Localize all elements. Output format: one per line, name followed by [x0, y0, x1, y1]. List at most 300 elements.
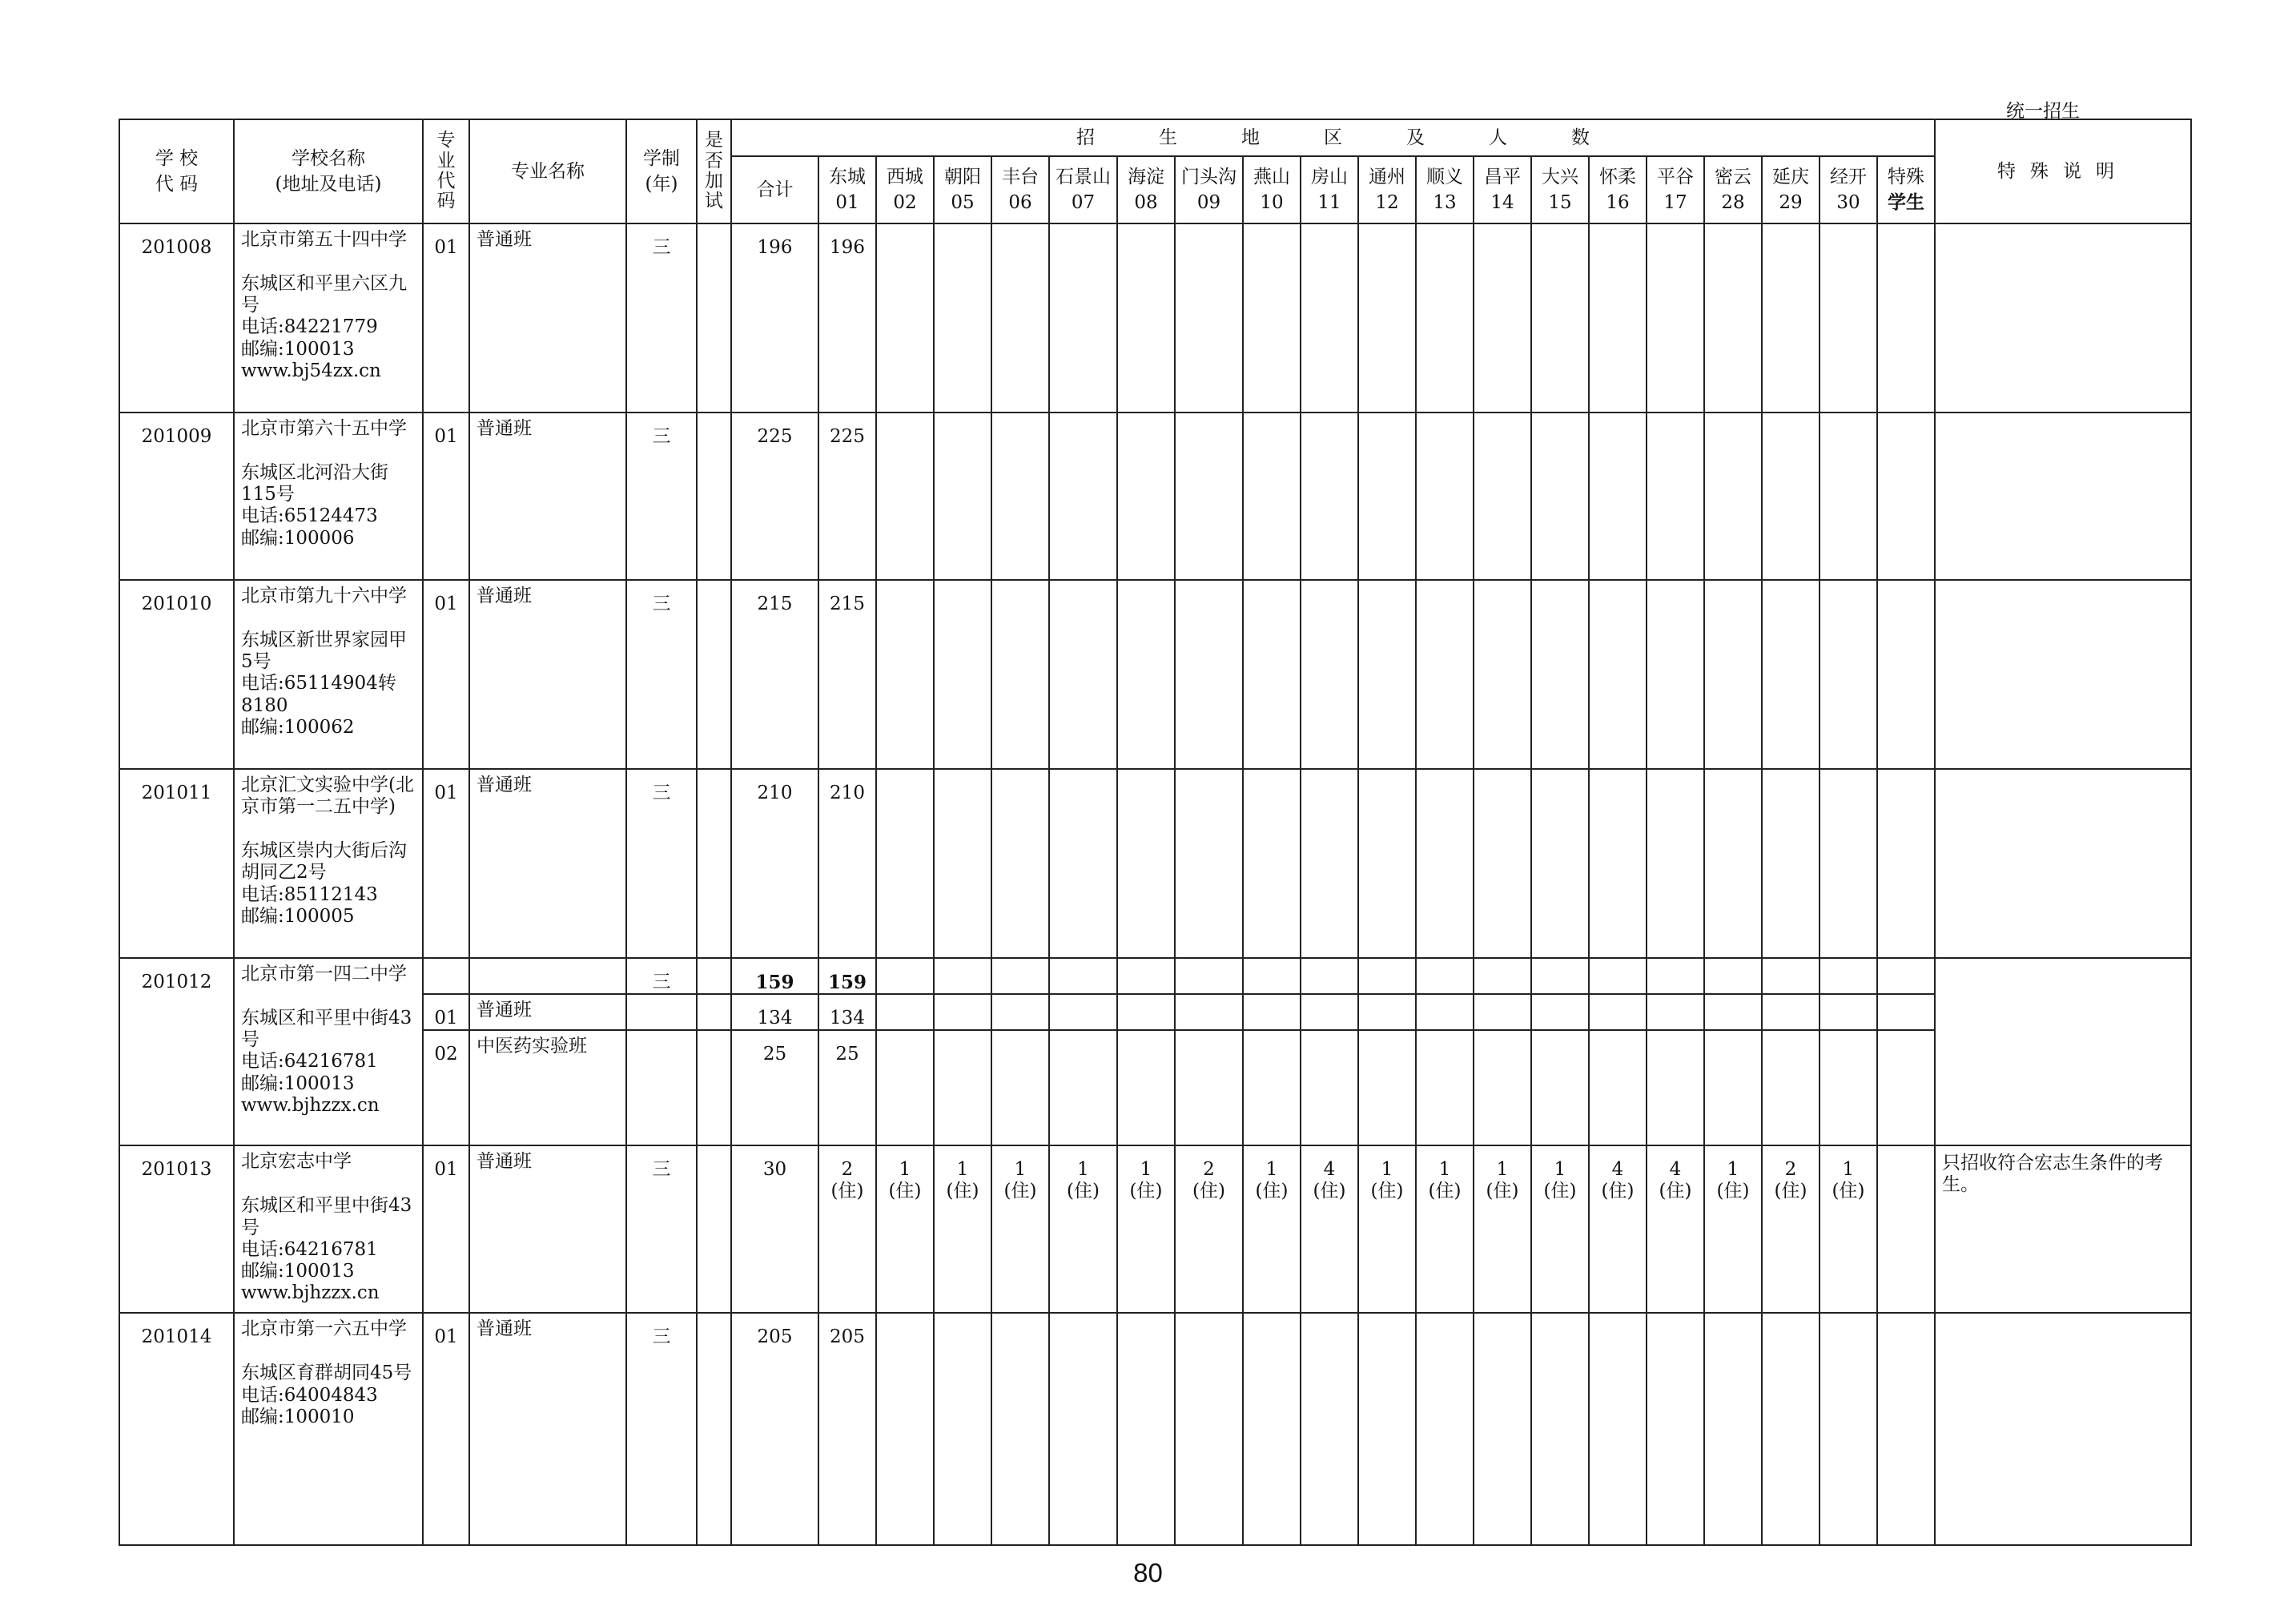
region-count [1531, 1030, 1589, 1145]
region-count [1704, 580, 1762, 769]
region-count [1762, 994, 1820, 1030]
region-count [1820, 580, 1877, 769]
school-name-cell [234, 1145, 423, 1313]
school-address-line: 东城区北河沿大街115号 [241, 462, 388, 505]
region-count [876, 580, 934, 769]
header-extra-test-char: 是 [705, 130, 723, 151]
major-code: 01 [423, 1145, 469, 1313]
major-code: 01 [423, 223, 469, 413]
header-major-code-char: 专 [436, 130, 456, 151]
duration: 三 [626, 223, 697, 413]
region-count [876, 769, 934, 958]
region-count-value: 4 [1611, 1159, 1624, 1181]
region-count [1474, 994, 1531, 1030]
header-region-code: 05 [951, 192, 975, 213]
duration: 三 [626, 1145, 697, 1313]
school-address-line: www.bjhzzx.cn [241, 1094, 380, 1116]
region-count [1049, 223, 1117, 413]
region-count [1877, 1145, 1935, 1313]
region-count [1049, 1313, 1117, 1545]
school-name: 北京市第一四二中学 [241, 964, 407, 984]
region-count [1877, 958, 1935, 994]
major-name: 普通班 [469, 580, 626, 769]
region-count [1704, 223, 1762, 413]
region-count [1175, 1313, 1243, 1545]
header-notes-text: 特殊说明 [1997, 160, 2129, 182]
header-region-code: 07 [1071, 192, 1096, 213]
major-code: 01 [423, 413, 469, 580]
region-count [991, 223, 1049, 413]
region-count: 215 [818, 580, 876, 769]
school-name-cell [234, 769, 423, 958]
major-code [423, 958, 469, 994]
region-count [1647, 223, 1704, 413]
header-region-name: 特殊 [1888, 166, 1924, 187]
header-region-code: 30 [1836, 192, 1860, 213]
region-count-value: 1 [1077, 1159, 1089, 1181]
region-count [1474, 1145, 1531, 1313]
region-count [1820, 769, 1877, 958]
region-count: 134 [818, 994, 876, 1030]
region-count [1531, 223, 1589, 413]
header-school-name-line: 学校名称 [292, 147, 365, 169]
region-count [876, 413, 934, 580]
region-count [1243, 1313, 1301, 1545]
region-count [991, 994, 1049, 1030]
header-school-name-line: (地址及电话) [275, 174, 382, 195]
header-region-name: 延庆 [1772, 166, 1809, 187]
region-count [1358, 1030, 1416, 1145]
region-count: 225 [818, 413, 876, 580]
header-duration [626, 119, 697, 223]
region-count [1416, 1030, 1474, 1145]
region-count [1647, 769, 1704, 958]
extra-test [697, 958, 731, 994]
header-extra-test [697, 119, 731, 223]
header-region-name: 通州 [1369, 166, 1405, 187]
residence-mark: (住) [1543, 1181, 1577, 1202]
region-count [991, 1145, 1049, 1313]
region-count [876, 1313, 934, 1545]
residence-mark: (住) [1832, 1181, 1865, 1202]
page-number: 80 [1133, 1558, 1163, 1588]
region-count [1762, 580, 1820, 769]
school-name-cell [234, 413, 423, 580]
header-region-code: 16 [1606, 192, 1630, 213]
school-address-line: 东城区和平里中街43号 [241, 1195, 412, 1238]
header-region-12 [1358, 156, 1416, 223]
region-count [1175, 769, 1243, 958]
region-count [1175, 1030, 1243, 1145]
region-count: 196 [818, 223, 876, 413]
region-count [1877, 413, 1935, 580]
header-region-code: 14 [1490, 192, 1514, 213]
header-region-name: 石景山 [1056, 166, 1111, 187]
header-major-code-char: 业 [436, 150, 456, 171]
header-region-11 [1301, 156, 1358, 223]
table-row [119, 958, 2191, 994]
table-row [119, 1030, 2191, 1145]
header-region-02 [876, 156, 934, 223]
header-school-name [234, 119, 423, 223]
region-count [818, 1145, 876, 1313]
major-code: 01 [423, 994, 469, 1030]
region-count [934, 1145, 991, 1313]
header-region-17 [1647, 156, 1704, 223]
school-name-cell [234, 223, 423, 413]
region-count [1762, 1313, 1820, 1545]
table-row [119, 413, 2191, 580]
school-address-line: 邮编:100005 [241, 905, 355, 927]
region-count-value: 1 [1496, 1159, 1509, 1181]
region-count [1877, 580, 1935, 769]
table-row [119, 580, 2191, 769]
region-count [1531, 958, 1589, 994]
region-count [1647, 1030, 1704, 1145]
region-count [1474, 1030, 1531, 1145]
header-region-name: 怀柔 [1599, 166, 1636, 187]
region-count [1762, 223, 1820, 413]
region-count [1704, 1145, 1762, 1313]
region-count-value: 4 [1323, 1159, 1336, 1181]
region-count [1301, 1145, 1358, 1313]
region-count [1531, 1313, 1589, 1545]
region-count [1647, 1313, 1704, 1545]
region-count [876, 994, 934, 1030]
region-count [1117, 413, 1175, 580]
header-region-06 [991, 156, 1049, 223]
header-region-code: 06 [1008, 192, 1032, 213]
region-count [934, 769, 991, 958]
region-count [1820, 413, 1877, 580]
region-count-value: 2 [841, 1159, 854, 1181]
header-region-name: 密云 [1715, 166, 1751, 187]
school-code: 201010 [119, 580, 234, 769]
school-code: 201009 [119, 413, 234, 580]
duration [626, 1030, 697, 1145]
notes-cell [1935, 223, 2191, 413]
duration: 三 [626, 413, 697, 580]
total: 225 [731, 413, 818, 580]
region-count [1301, 1313, 1358, 1545]
region-count [1877, 994, 1935, 1030]
residence-mark: (住) [1255, 1181, 1289, 1202]
region-count [1117, 994, 1175, 1030]
header-region-code: 29 [1779, 192, 1803, 213]
region-count [1531, 580, 1589, 769]
notes-cell [1935, 580, 2191, 769]
school-address-line: 东城区和平里六区九号 [241, 273, 407, 316]
header-region-name: 大兴 [1542, 166, 1578, 187]
school-address-line: www.bjhzzx.cn [241, 1282, 380, 1303]
region-count [1589, 994, 1647, 1030]
header-region-code: 02 [893, 192, 917, 213]
total: 215 [731, 580, 818, 769]
extra-test [697, 1313, 731, 1545]
table-row [119, 994, 2191, 1030]
region-count: 159 [818, 958, 876, 994]
school-address-line: 电话:64004843 [241, 1384, 378, 1406]
header-region-name: 丰台 [1002, 166, 1039, 187]
header-region-code: 10 [1260, 192, 1284, 213]
residence-mark: (住) [1067, 1181, 1100, 1202]
header-region-name: 经开 [1830, 166, 1867, 187]
school-address-line: 电话:65114904转8180 [241, 673, 396, 716]
region-count [1358, 580, 1416, 769]
school-address-line: 东城区崇内大街后沟胡同乙2号 [241, 840, 407, 883]
major-name [469, 958, 626, 994]
header-duration-line: 学制 [643, 147, 680, 169]
region-count [1416, 1145, 1474, 1313]
header-major-name [469, 119, 626, 223]
residence-mark: (住) [888, 1181, 922, 1202]
school-address-line: 电话:64216781 [241, 1238, 378, 1260]
region-count [1647, 1145, 1704, 1313]
header-major-code-char: 代 [436, 171, 456, 191]
header-school-code-line: 学 校 [155, 147, 199, 169]
school-address-line: 电话:65124473 [241, 505, 378, 527]
header-region-code: 学生 [1888, 191, 1924, 213]
duration: 三 [626, 958, 697, 994]
region-count [1243, 994, 1301, 1030]
school-name: 北京市第一六五中学 [241, 1318, 407, 1340]
extra-test [697, 223, 731, 413]
school-name-cell [234, 958, 423, 1145]
residence-mark: (住) [1601, 1181, 1635, 1202]
region-count [1117, 580, 1175, 769]
school-code: 201008 [119, 223, 234, 413]
region-count [1647, 994, 1704, 1030]
region-count [1474, 413, 1531, 580]
region-count [1531, 413, 1589, 580]
school-address-line: 邮编:100013 [241, 338, 355, 360]
region-count [1416, 580, 1474, 769]
header-total [731, 156, 818, 223]
region-count [1531, 769, 1589, 958]
school-name: 北京市第六十五中学 [241, 418, 407, 439]
region-count [1589, 1313, 1647, 1545]
header-region-name: 西城 [887, 166, 923, 187]
region-count [991, 1030, 1049, 1145]
region-count [1647, 958, 1704, 994]
region-count [1474, 580, 1531, 769]
table-row [119, 223, 2191, 413]
region-count [991, 413, 1049, 580]
region-count [1175, 580, 1243, 769]
region-count [1589, 769, 1647, 958]
region-count [1301, 994, 1358, 1030]
region-count-value: 4 [1669, 1159, 1682, 1181]
region-count [1301, 580, 1358, 769]
region-count-value: 1 [1381, 1159, 1393, 1181]
region-count [1301, 1030, 1358, 1145]
region-count [1416, 958, 1474, 994]
header-region-name: 昌平 [1484, 166, 1521, 187]
region-count [1820, 1030, 1877, 1145]
region-count [934, 1030, 991, 1145]
region-count [1358, 223, 1416, 413]
major-name: 普通班 [469, 1145, 626, 1313]
region-count [1416, 1313, 1474, 1545]
school-address-line: 邮编:100013 [241, 1073, 355, 1094]
region-count [1301, 769, 1358, 958]
region-count-value: 1 [1842, 1159, 1855, 1181]
region-count [1049, 413, 1117, 580]
region-count [1049, 1145, 1117, 1313]
region-count [1589, 958, 1647, 994]
region-count [1589, 413, 1647, 580]
header-region-code: 15 [1548, 192, 1572, 213]
region-count [1877, 223, 1935, 413]
notes-cell [1935, 958, 2191, 1145]
region-count [1877, 1030, 1935, 1145]
header-major-code-char: 码 [436, 191, 456, 212]
region-count [1820, 223, 1877, 413]
region-count [1474, 769, 1531, 958]
school-name: 北京市第五十四中学 [241, 229, 407, 250]
region-count [1358, 769, 1416, 958]
region-count [1531, 994, 1589, 1030]
region-count [1358, 958, 1416, 994]
header-school-code-line: 代 码 [155, 174, 199, 195]
header-extra-test-char: 试 [705, 191, 723, 212]
residence-mark: (住) [1192, 1181, 1225, 1202]
header-region-code: 11 [1317, 192, 1341, 213]
extra-test [697, 769, 731, 958]
residence-mark: (住) [1774, 1181, 1807, 1202]
school-address-line: www.bj54zx.cn [241, 360, 381, 381]
header-region-09 [1175, 156, 1243, 223]
region-count [1416, 994, 1474, 1030]
region-count-value: 1 [1554, 1159, 1566, 1181]
header-duration-line: (年) [645, 174, 678, 195]
major-name: 普通班 [469, 413, 626, 580]
region-count [1117, 1145, 1175, 1313]
extra-test [697, 580, 731, 769]
region-count [876, 1145, 934, 1313]
header-region-name: 朝阳 [944, 166, 981, 187]
region-count-value: 2 [1784, 1159, 1797, 1181]
header-region-05 [934, 156, 991, 223]
header-region-07 [1049, 156, 1117, 223]
region-count [1358, 1145, 1416, 1313]
header-region-08 [1117, 156, 1175, 223]
school-address-line: 东城区和平里中街43号 [241, 1008, 412, 1051]
region-count [1416, 413, 1474, 580]
school-code: 201011 [119, 769, 234, 958]
school-name-cell [234, 580, 423, 769]
region-count [1647, 413, 1704, 580]
residence-mark: (住) [830, 1181, 864, 1202]
region-count [1175, 1145, 1243, 1313]
region-count [1416, 223, 1474, 413]
major-code: 02 [423, 1030, 469, 1145]
total: 134 [731, 994, 818, 1030]
region-count [1243, 1145, 1301, 1313]
region-count [1049, 580, 1117, 769]
extra-test [697, 994, 731, 1030]
header-extra-test-char: 否 [705, 150, 723, 171]
region-count [1301, 223, 1358, 413]
extra-test [697, 413, 731, 580]
region-count [1762, 1030, 1820, 1145]
region-count [1877, 769, 1935, 958]
region-count [1762, 769, 1820, 958]
region-count [1647, 580, 1704, 769]
region-count [1175, 223, 1243, 413]
region-count [1301, 413, 1358, 580]
region-count [1704, 769, 1762, 958]
header-region-code: 08 [1134, 192, 1158, 213]
region-count [1243, 958, 1301, 994]
major-name: 普通班 [469, 223, 626, 413]
school-code: 201013 [119, 1145, 234, 1313]
header-region-28 [1704, 156, 1762, 223]
notes-cell: 只招收符合宏志生条件的考生。 [1935, 1145, 2191, 1313]
region-count-value: 1 [899, 1159, 911, 1181]
region-count [1243, 223, 1301, 413]
table-row [119, 769, 2191, 958]
region-count [1117, 1030, 1175, 1145]
region-count [1531, 1145, 1589, 1313]
region-count [991, 1313, 1049, 1545]
residence-mark: (住) [1129, 1181, 1163, 1202]
major-code: 01 [423, 1313, 469, 1545]
region-count [876, 958, 934, 994]
region-count [1049, 994, 1117, 1030]
table-row [119, 1145, 2191, 1313]
major-code: 01 [423, 769, 469, 958]
header-region-name: 房山 [1311, 166, 1348, 187]
region-count-value: 1 [956, 1159, 969, 1181]
header-region-code: 28 [1721, 192, 1745, 213]
header-notes [1935, 119, 2191, 223]
school-address-line: 东城区新世界家园甲5号 [241, 630, 407, 673]
header-region-band-text: 招生地区及人数 [1076, 127, 1654, 148]
region-count [1762, 413, 1820, 580]
region-count-value: 1 [1438, 1159, 1451, 1181]
header-region-name: 海淀 [1128, 166, 1164, 187]
region-count [1117, 769, 1175, 958]
residence-mark: (住) [1370, 1181, 1404, 1202]
region-count [1820, 1313, 1877, 1545]
region-count [934, 1313, 991, 1545]
school-address-line: 电话:84221779 [241, 316, 378, 338]
header-region-30 [1820, 156, 1877, 223]
school-address-line: 邮编:100006 [241, 527, 355, 549]
header-region-code: 12 [1375, 192, 1399, 213]
region-count [1175, 994, 1243, 1030]
total: 30 [731, 1145, 818, 1313]
header-school-code [119, 119, 234, 223]
major-name: 普通班 [469, 994, 626, 1030]
header-total-text: 合计 [756, 179, 794, 200]
region-count [1358, 994, 1416, 1030]
header-region-01 [818, 156, 876, 223]
region-count [1117, 958, 1175, 994]
total: 196 [731, 223, 818, 413]
region-count [934, 958, 991, 994]
duration [626, 994, 697, 1030]
region-count [1704, 994, 1762, 1030]
region-count-value: 1 [1140, 1159, 1152, 1181]
residence-mark: (住) [946, 1181, 979, 1202]
region-count [991, 958, 1049, 994]
major-name: 中医药实验班 [469, 1030, 626, 1145]
school-name: 北京汇文实验中学(北京市第一二五中学) [241, 775, 414, 818]
region-count [1474, 223, 1531, 413]
region-count-value: 1 [1014, 1159, 1027, 1181]
